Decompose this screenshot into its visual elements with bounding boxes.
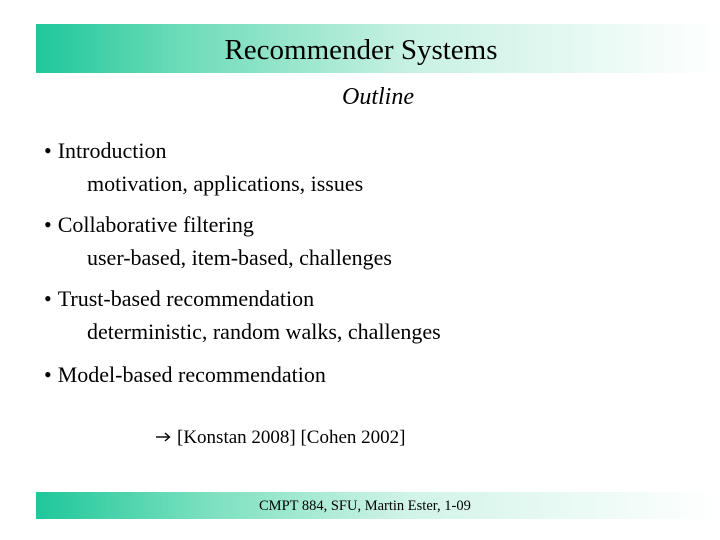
outline-item-main [44, 134, 363, 167]
references-text: [Konstan 2008] [Cohen 2002] [177, 427, 406, 448]
bullet-icon: • [44, 138, 52, 163]
outline-item-subtopics: motivation, applications, issues [87, 171, 364, 196]
outline-item-title: Introduction [57, 138, 167, 163]
outline-item-title: Trust-based recommendation [57, 286, 315, 311]
outline-item-main [44, 282, 441, 315]
outline-item-introduction [44, 134, 363, 200]
outline-item-subtopics: user-based, item-based, challenges [87, 245, 392, 270]
bullet-icon: • [44, 212, 52, 237]
footer-text: CMPT 884, SFU, Martin Ester, 1-09 [259, 498, 471, 514]
outline-item-collaborative-filtering [44, 208, 392, 274]
references-line [156, 427, 406, 449]
outline-item-trust-based [44, 282, 441, 348]
outline-item-main [44, 358, 326, 391]
slide-title: Recommender Systems [224, 34, 498, 66]
bullet-icon: • [44, 362, 52, 387]
outline-item-title: Collaborative filtering [57, 212, 254, 237]
outline-item-model-based [44, 358, 326, 391]
outline-item-main [44, 208, 392, 241]
slide-subtitle: Outline [342, 84, 414, 110]
outline-item-title: Model-based recommendation [57, 362, 326, 387]
bullet-icon: • [44, 286, 52, 311]
outline-item-subtopics: deterministic, random walks, challenges [87, 319, 441, 344]
arrow-right-icon [156, 432, 171, 442]
